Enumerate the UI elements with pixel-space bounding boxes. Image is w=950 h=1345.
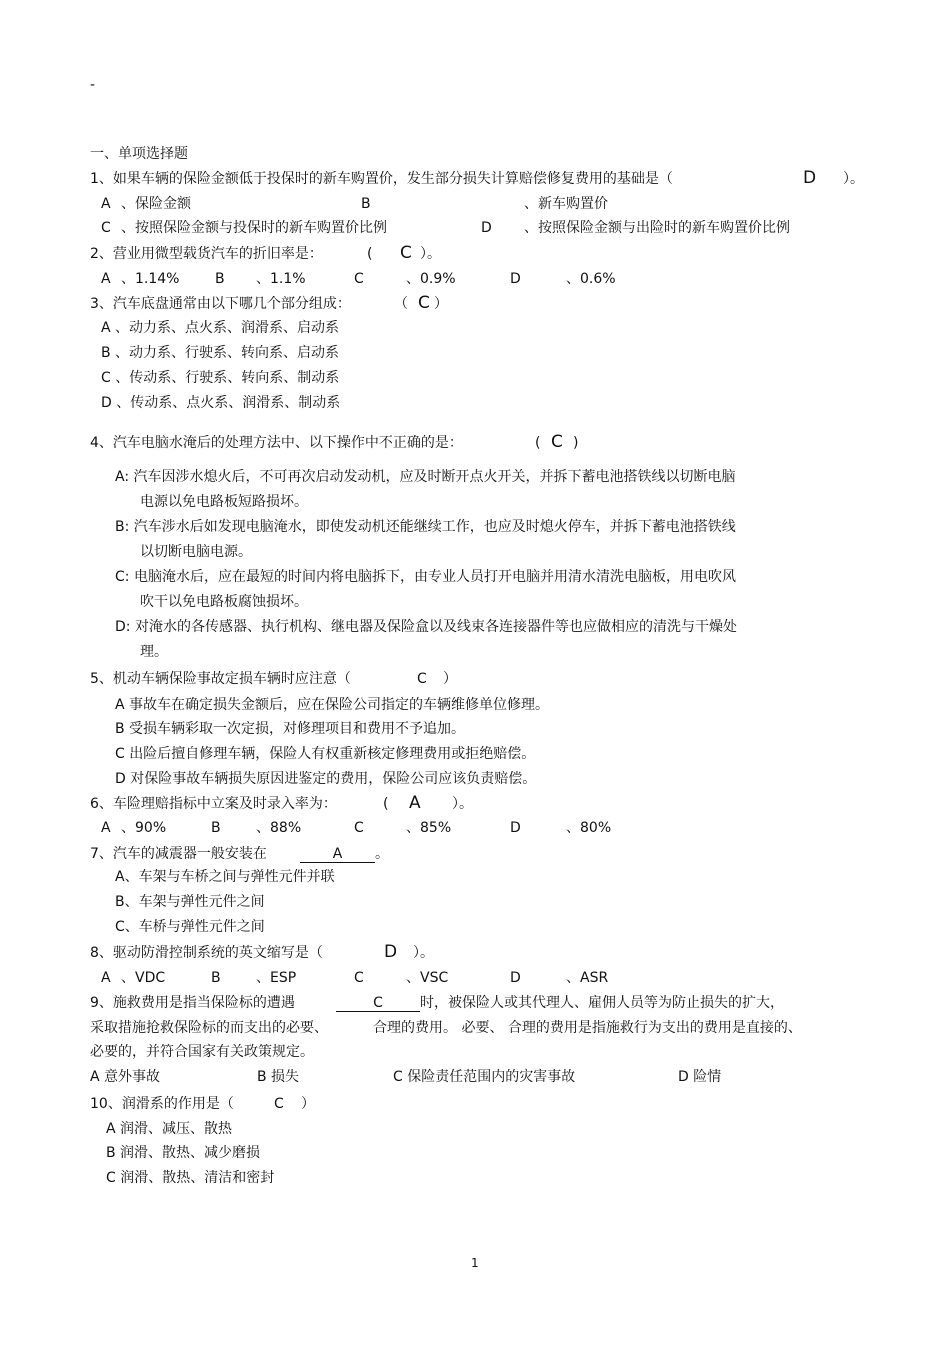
option-d-letter: D xyxy=(510,970,521,986)
question-stem: 6、车险理赔指标中立案及时录入率为： xyxy=(90,796,337,812)
page-number: 1 xyxy=(471,1256,479,1270)
question-tail: ) xyxy=(573,435,579,451)
option-c: C 保险责任范围内的灾害事故 xyxy=(393,1069,576,1085)
question-tail: ）。 xyxy=(420,246,441,262)
stem-line-2a: 采取措施抢救保险标的而支出的必要、 xyxy=(90,1020,328,1036)
option-c: C 、传动系、行驶系、转向系、制动系 xyxy=(101,370,340,386)
option-a-letter: A xyxy=(101,820,111,836)
option-b-letter: B xyxy=(211,820,221,836)
option-a-letter: A xyxy=(101,196,111,212)
question-tail: ） xyxy=(301,1096,315,1112)
option-a-letter: A xyxy=(101,271,111,287)
option-a-line-1: A: 汽车因涉水熄火后，不可再次启动发动机，应及时断开点火开关，并拆下蓄电池搭铁线以切断电脑 xyxy=(115,469,736,485)
question-tail: ）。 xyxy=(843,171,864,187)
option-b-text: 、新车购置价 xyxy=(524,196,608,212)
answer-open: ( xyxy=(535,435,541,451)
option-d: D 、传动系、点火系、润滑系、制动系 xyxy=(101,395,341,411)
option-b-letter: B xyxy=(361,196,371,212)
page-dash: - xyxy=(90,77,96,93)
option-c: C 润滑、散热、清洁和密封 xyxy=(106,1170,275,1186)
option-c-letter: C xyxy=(101,220,111,236)
option-c-text: 、85% xyxy=(406,820,452,836)
option-c-letter: C xyxy=(354,970,364,986)
answer-blank: C xyxy=(336,995,420,1012)
question-tail: ） xyxy=(434,296,448,312)
stem-line-2b: 合理的费用。 必要、 合理的费用是指施救行为支出的费用是直接的、 xyxy=(373,1020,802,1036)
stem-rest: 时，被保险人或其代理人、雇佣人员等为防止损失的扩大， xyxy=(420,995,784,1011)
option-d: D 对保险事故车辆损失原因进鉴定的费用，保险公司应该负责赔偿。 xyxy=(115,771,537,787)
answer-mark: D xyxy=(803,168,817,188)
option-a-text: 、90% xyxy=(121,820,167,836)
question-stem: 1、如果车辆的保险金额低于投保时的新车购置价，发生部分损失计算赔偿修复费用的基础是（ xyxy=(90,171,673,187)
option-b: B、车架与弹性元件之间 xyxy=(115,894,265,910)
option-c-text: 、按照保险金额与投保时的新车购置价比例 xyxy=(121,220,387,236)
option-d-line-2: 理。 xyxy=(140,644,168,660)
question-tail: ）。 xyxy=(452,796,473,812)
question-tail: ）。 xyxy=(413,945,434,961)
option-c-letter: C xyxy=(354,820,364,836)
option-b: B 损失 xyxy=(257,1069,300,1085)
option-a: A 意外事故 xyxy=(90,1069,161,1085)
option-c-letter: C xyxy=(354,271,364,287)
answer-blank: A xyxy=(300,846,375,863)
question-tail: ） xyxy=(443,671,457,687)
question-stem: 4、汽车电脑水淹后的处理方法中、以下操作中不正确的是： xyxy=(90,435,463,451)
answer-open: （ xyxy=(394,296,408,312)
option-c: C 出险后擅自修理车辆，保险人有权重新核定修理费用或拒绝赔偿。 xyxy=(115,746,536,762)
option-d-text: 、0.6% xyxy=(566,271,616,287)
answer-mark: C xyxy=(274,1096,284,1112)
option-a-text: 、保险金额 xyxy=(121,196,191,212)
question-stem: 2、营业用微型载货汽车的折旧率是： xyxy=(90,246,323,262)
question-stem: 3、汽车底盘通常由以下哪几个部分组成： xyxy=(90,296,351,312)
section-title: 一、单项选择题 xyxy=(90,146,188,162)
option-b: B 受损车辆彩取一次定损，对修理项目和费用不予追加。 xyxy=(115,721,466,737)
option-b-letter: B xyxy=(215,271,225,287)
answer-open: ( xyxy=(383,796,389,812)
question-stem: 9、施救费用是指当保险标的遭遇 xyxy=(90,995,295,1011)
option-d-text: 、按照保险金额与出险时的新车购置价比例 xyxy=(524,220,790,236)
answer-mark: D xyxy=(384,942,398,962)
option-b-text: 、ESP xyxy=(256,970,297,986)
option-a: A 、动力系、点火系、润滑系、启动系 xyxy=(101,320,340,336)
question-stem: 8、驱动防滑控制系统的英文缩写是（ xyxy=(90,945,323,961)
question-tail: 。 xyxy=(375,846,389,862)
option-c-line-1: C: 电脑淹水后，应在最短的时间内将电脑拆下，由专业人员打开电脑并用清水清洗电脑板，用电吹风 xyxy=(115,569,736,585)
answer-mark: C xyxy=(400,243,412,263)
option-d-letter: D xyxy=(481,220,492,236)
option-c-text: 、VSC xyxy=(406,970,449,986)
stem-line-3: 必要的，并符合国家有关政策规定。 xyxy=(90,1044,314,1060)
option-a: A 润滑、减压、散热 xyxy=(106,1121,233,1137)
option-b-letter: B xyxy=(211,970,221,986)
option-b-text: 、1.1% xyxy=(256,271,306,287)
option-a-letter: A xyxy=(101,970,111,986)
answer-mark: C xyxy=(417,671,427,687)
option-d-text: 、ASR xyxy=(566,970,609,986)
answer-open: ( xyxy=(367,246,373,262)
option-b: B 润滑、散热、减少磨损 xyxy=(106,1145,261,1161)
option-a-text: 、1.14% xyxy=(121,271,180,287)
option-a: A、车架与车桥之间与弹性元件并联 xyxy=(115,869,335,885)
option-d: D 险情 xyxy=(678,1069,722,1085)
option-c: C、车桥与弹性元件之间 xyxy=(115,919,265,935)
option-d-letter: D xyxy=(510,271,521,287)
question-stem: 5、机动车辆保险事故定损车辆时应注意（ xyxy=(90,671,351,687)
option-a: A 事故车在确定损失金额后，应在保险公司指定的车辆维修单位修理。 xyxy=(115,697,550,713)
option-a-text: 、VDC xyxy=(121,970,166,986)
answer-mark: C xyxy=(418,293,430,313)
option-a-line-2: 电源以免电路板短路损坏。 xyxy=(140,494,308,510)
question-stem: 7、汽车的减震器一般安装在 xyxy=(90,846,267,862)
option-c-text: 、0.9% xyxy=(406,271,456,287)
option-b-line-2: 以切断电脑电源。 xyxy=(140,544,252,560)
question-stem: 10、润滑系的作用是（ xyxy=(90,1096,234,1112)
option-b-line-1: B: 汽车涉水后如发现电脑淹水，即使发动机还能继续工作，也应及时熄火停车，并拆下蓄电池搭铁线 xyxy=(115,519,736,535)
answer-mark: A xyxy=(409,793,421,813)
answer-mark: C xyxy=(551,432,563,452)
option-d-letter: D xyxy=(510,820,521,836)
option-b-text: 、88% xyxy=(256,820,302,836)
option-d-text: 、80% xyxy=(566,820,612,836)
option-c-line-2: 吹干以免电路板腐蚀损坏。 xyxy=(140,594,308,610)
option-b: B 、动力系、行驶系、转向系、启动系 xyxy=(101,345,340,361)
option-d-line-1: D: 对淹水的各传感器、执行机构、继电器及保险盒以及线束各连接器件等也应做相应的清洗与干燥处 xyxy=(115,619,737,635)
